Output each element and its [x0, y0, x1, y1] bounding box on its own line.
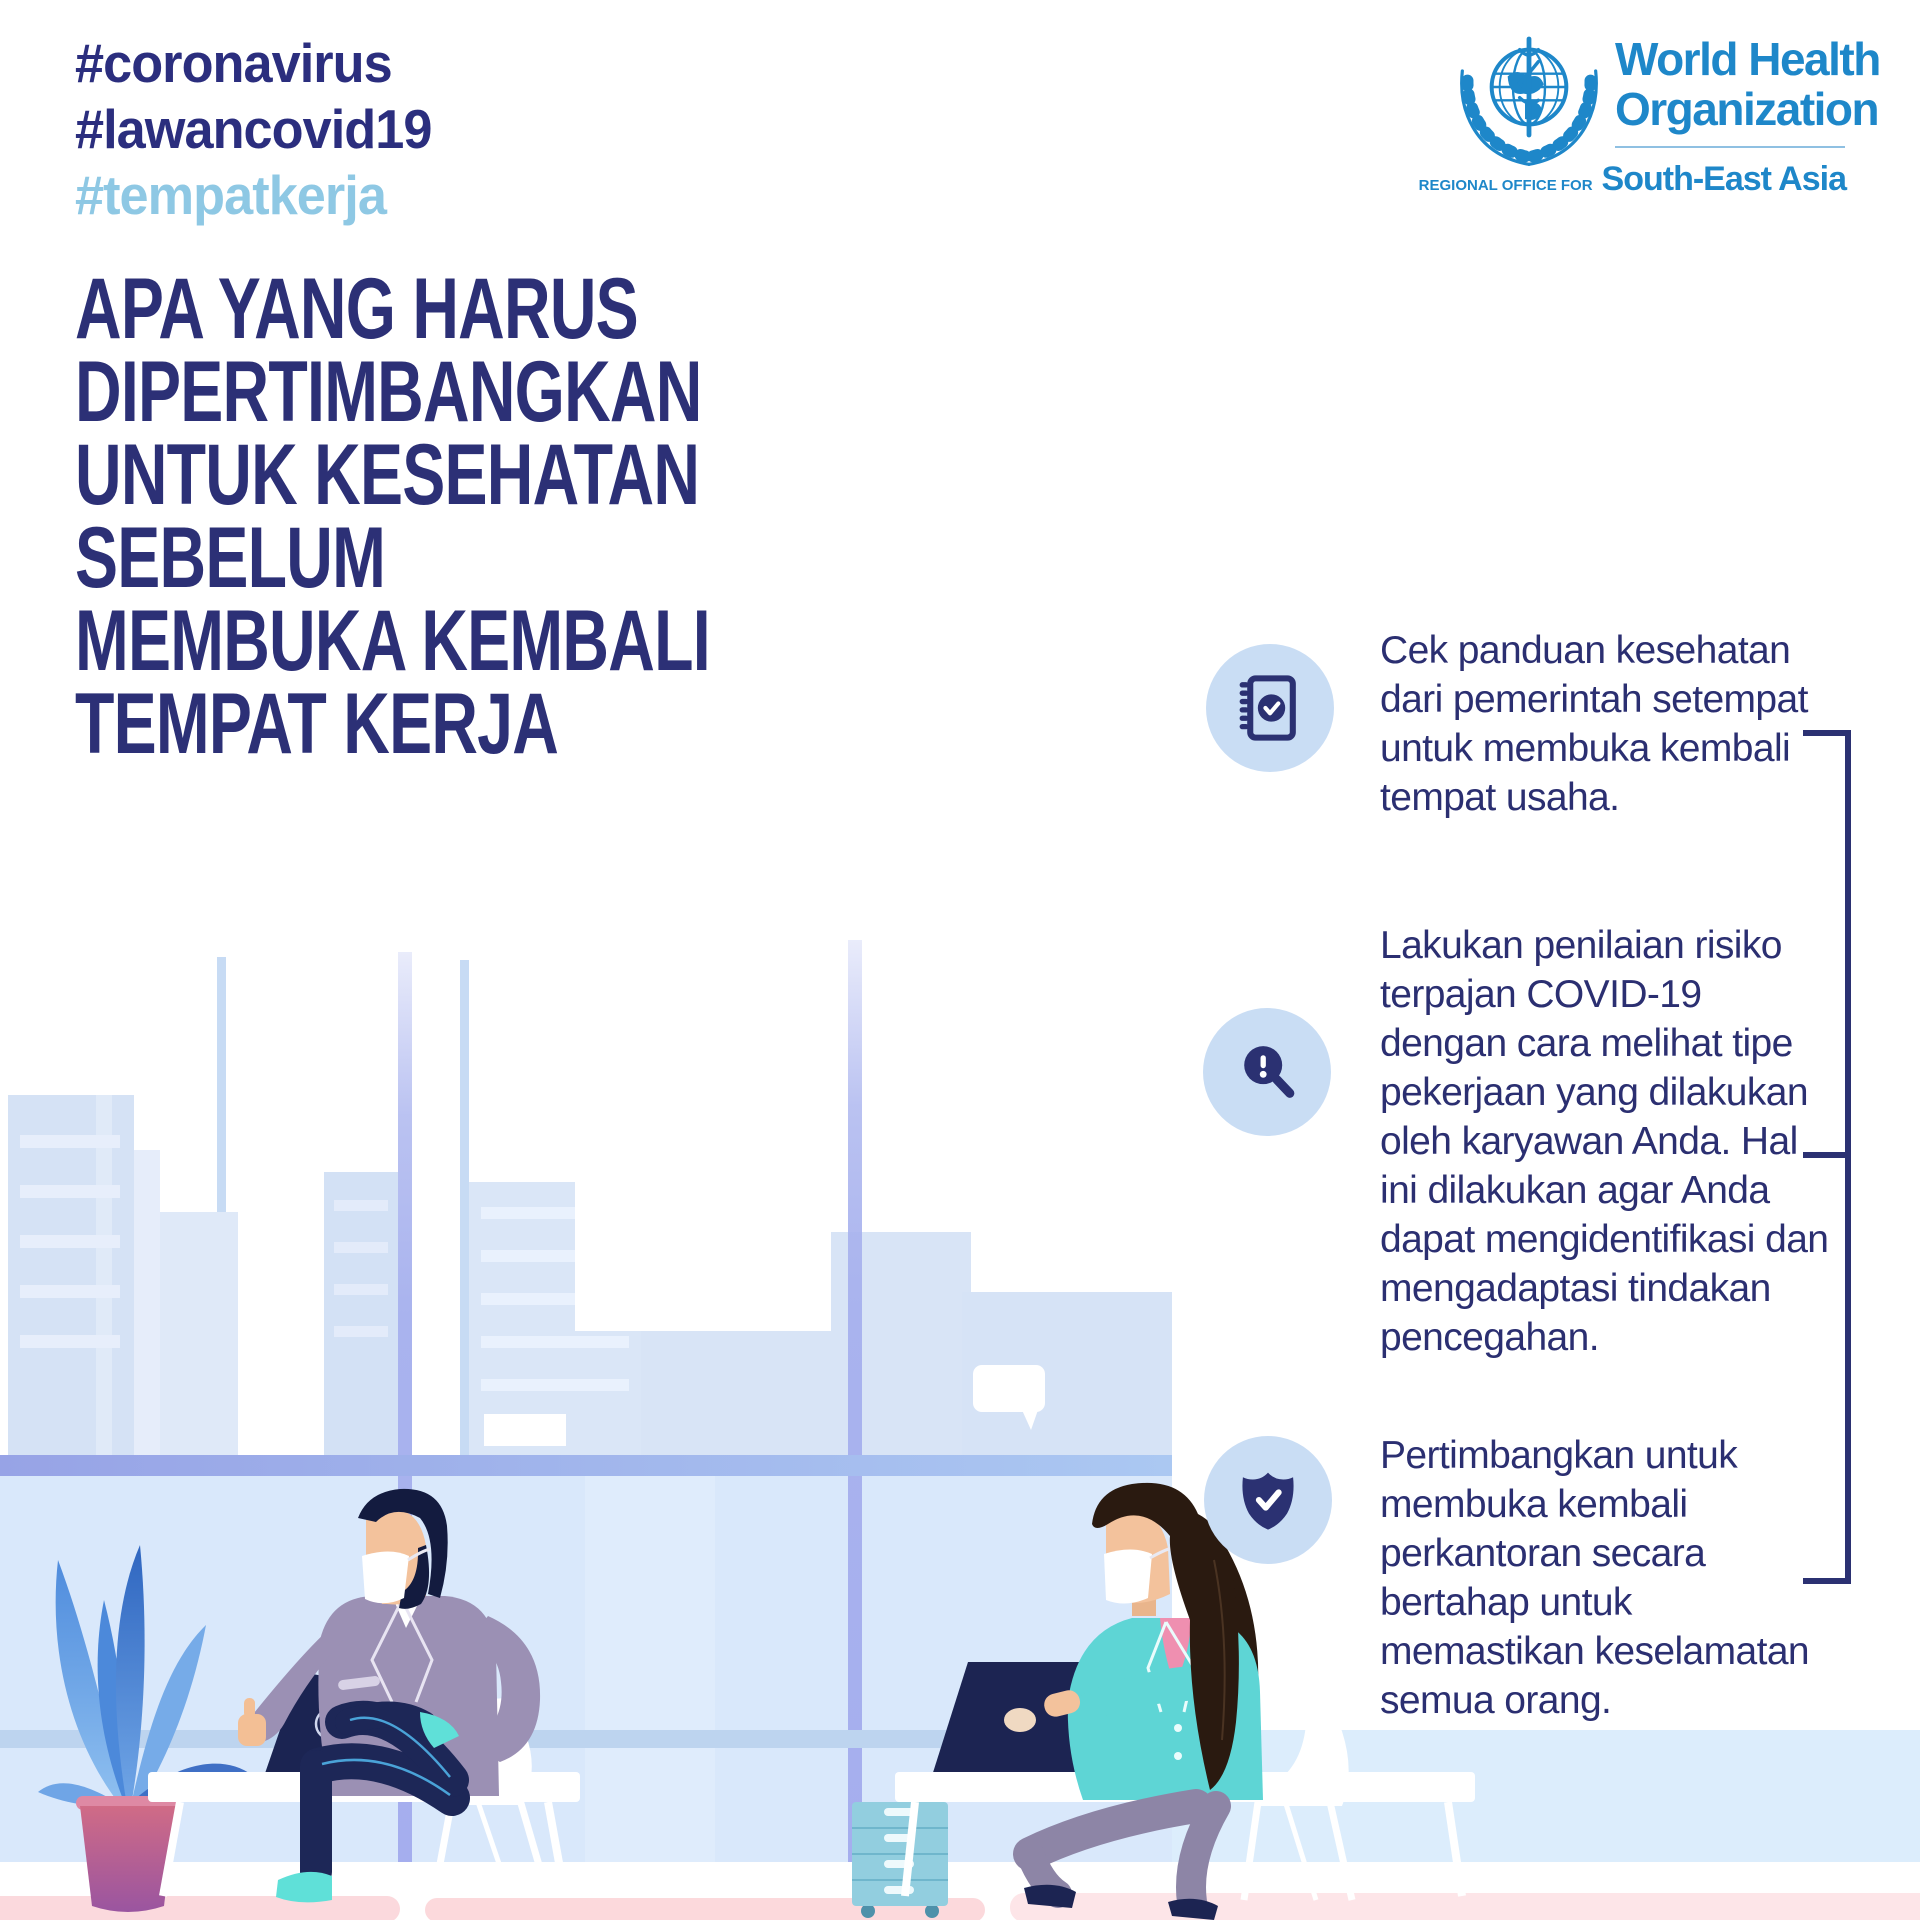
magnifier-alert-icon	[1203, 1008, 1331, 1136]
who-office-prefix: REGIONAL OFFICE FOR	[1418, 177, 1593, 194]
hashtag-lawancovid19: #lawancovid19	[75, 98, 432, 160]
who-wordmark	[1615, 33, 1880, 135]
title-line-2: DIPERTIMBANGKAN	[75, 344, 702, 440]
who-name-line2: Organization	[1615, 83, 1879, 135]
drawer-cabinet	[852, 1802, 948, 1918]
title-line-6: TEMPAT KERJA	[75, 676, 559, 772]
title-line-5: MEMBUKA KEMBALI	[75, 593, 710, 689]
man-face-mask	[362, 1552, 409, 1604]
who-divider	[1615, 146, 1845, 148]
title-line-3: UNTUK KESEHATAN	[75, 427, 700, 523]
window-mullion-right	[848, 940, 862, 1862]
hashtag-tempatkerja: #tempatkerja	[75, 164, 386, 226]
who-name-line1: World Health	[1615, 33, 1880, 85]
woman-face-mask	[1104, 1550, 1152, 1604]
window-rail	[0, 1455, 1172, 1476]
notebook-check-icon	[1206, 644, 1334, 772]
who-regional-office	[1240, 160, 1846, 199]
tip-risk-assessment: Lakukan penilaian risiko terpajan COVID-19 dengan cara melihat tipe pekerjaan yang dilakukan oleh karyawan Anda. Hal ini dilakukan agar Anda dapat mengidentifikasi dan mengadaptasi tindakan pencegahan.	[1380, 924, 1829, 1359]
hashtag-coronavirus: #coronavirus	[75, 32, 392, 94]
title-line-4: SEBELUM	[75, 510, 386, 606]
page-title	[75, 261, 922, 772]
tip-gradual-reopening: Pertimbangkan untuk membuka kembali perkantoran secara bertahap untuk memastikan keselamatan semua orang.	[1380, 1434, 1809, 1722]
tips-bracket-tick-middle	[1803, 1152, 1851, 1158]
tip-check-local-guidance: Cek panduan kesehatan dari pemerintah setempat untuk membuka kembali tempat usaha.	[1380, 629, 1808, 819]
who-office-region: South-East Asia	[1601, 160, 1846, 198]
title-line-1: APA YANG HARUS	[75, 261, 638, 357]
tips-bracket-tick-bottom	[1803, 1578, 1851, 1584]
hashtag-block	[75, 30, 450, 228]
shield-check-icon	[1204, 1436, 1332, 1564]
tips-bracket-tick-top	[1803, 730, 1851, 736]
